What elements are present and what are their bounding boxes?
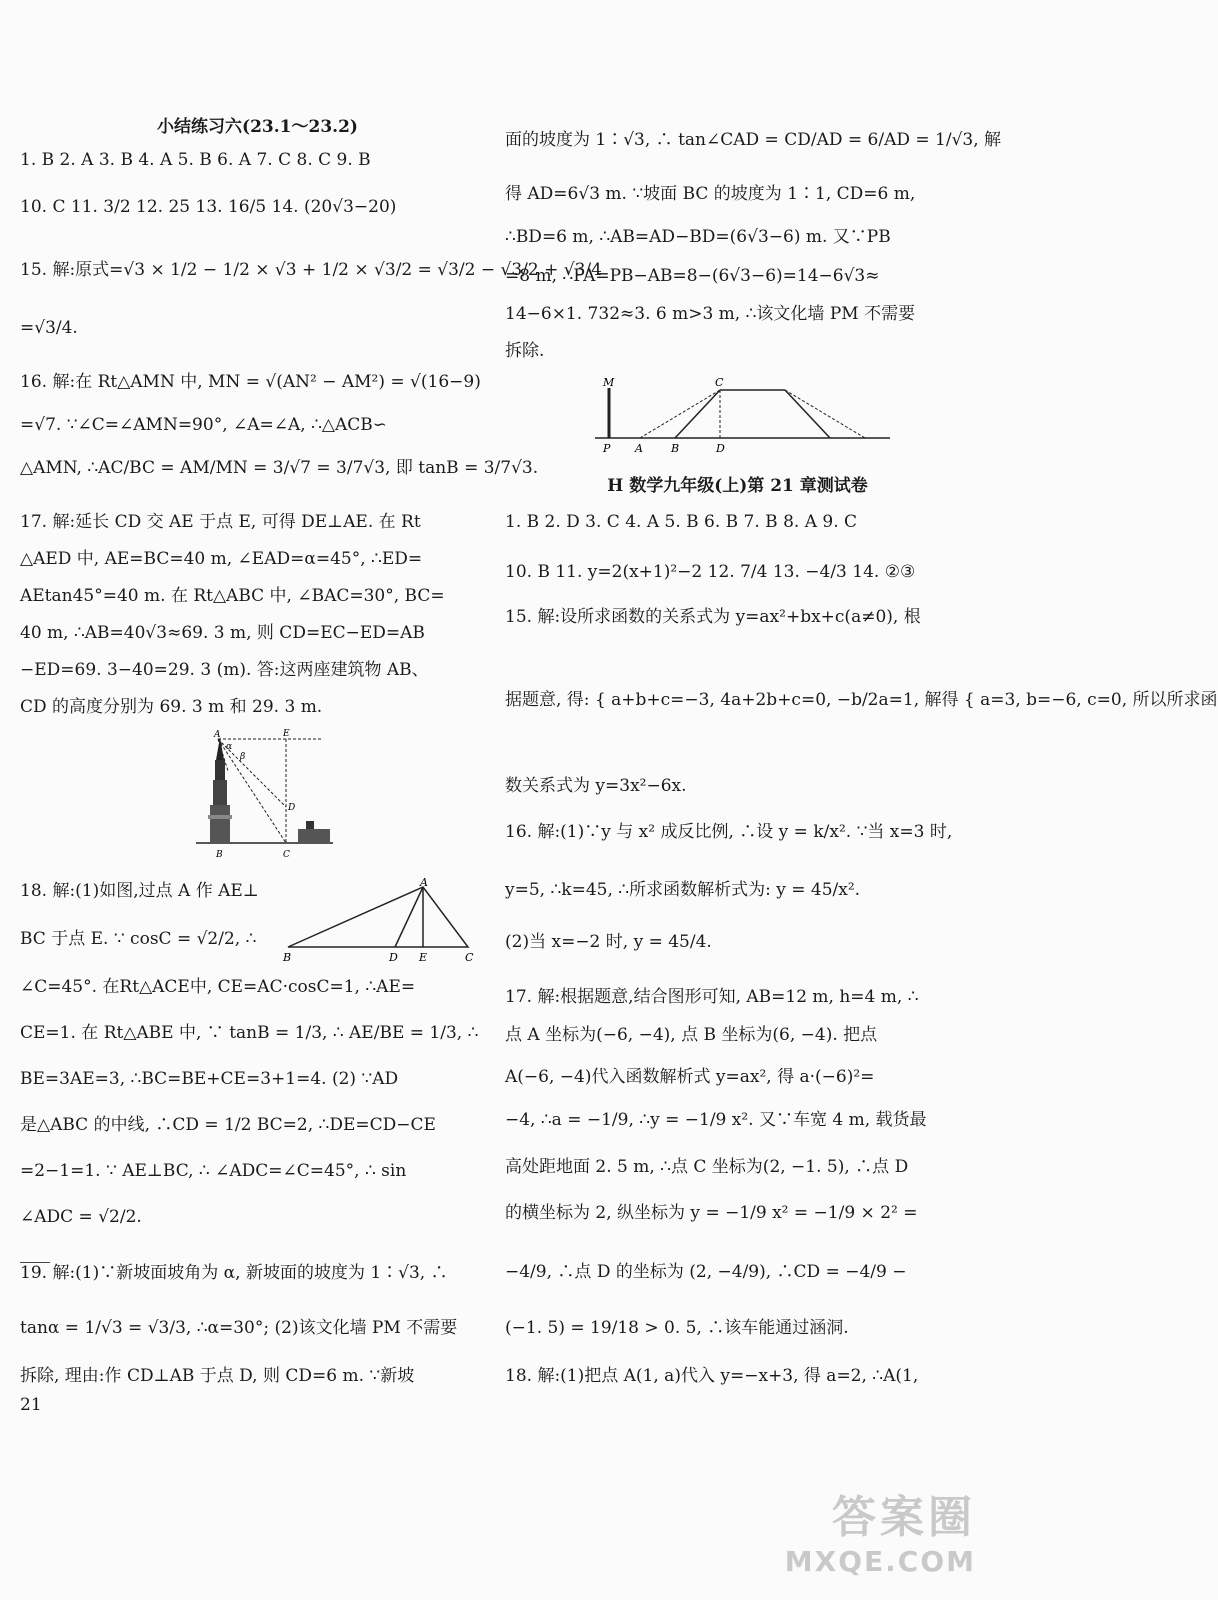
solution-line: 40 m, ∴AB=40√3≈69. 3 m, 则 CD=EC−ED=AB [20, 623, 425, 643]
solution-line: (2)当 x=−2 时, y = 45/4. [505, 932, 712, 952]
solution-line: tanα = 1/√3 = √3/3, ∴α=30°; (2)该文化墙 PM 不需要 [20, 1318, 458, 1338]
fig18-label: E [419, 951, 428, 964]
solution-line: =8 m, ∴PA=PB−AB=8−(6√3−6)=14−6√3≈ [505, 266, 880, 286]
solution-line: 18. 解:(1)把点 A(1, a)代入 y=−x+3, 得 a=2, ∴A(1, [505, 1366, 919, 1386]
solution-line: 的横坐标为 2, 纵坐标为 y = −1/9 x² = −1/9 × 2² = [505, 1203, 918, 1223]
solution-line: 16. 解:在 Rt△AMN 中, MN = √(AN² − AM²) = √(16−9) [20, 372, 481, 392]
section-title-chapter-21-test: H 数学九年级(上)第 21 章测试卷 [607, 476, 868, 496]
fig19-label: P [603, 442, 611, 455]
fig17-label: C [283, 850, 290, 860]
fig19-label: D [716, 442, 725, 455]
solution-line: 面的坡度为 1∶√3, ∴ tan∠CAD = CD/AD = 6/AD = 1/√3, 解 [505, 130, 1002, 150]
solution-line: 19. 解:(1)∵新坡面坡角为 α, 新坡面的坡度为 1∶√3, ∴ [20, 1263, 448, 1283]
fig18-label: C [465, 951, 474, 964]
fig19-label: B [671, 442, 680, 455]
solution-line: 是△ABC 的中线, ∴CD = 1/2 BC=2, ∴DE=CD−CE [20, 1115, 436, 1135]
solution-line: △AED 中, AE=BC=40 m, ∠EAD=α=45°, ∴ED= [20, 549, 423, 569]
fig17-label: B [216, 850, 223, 860]
solution-line: 据题意, 得: { a+b+c=−3, 4a+2b+c=0, −b/2a=1, 解得 { a=3, b=−6, c=0, 所以所求函 [505, 690, 1218, 710]
watermark-url: MXQE.COM [784, 1545, 976, 1578]
solution-line: 点 A 坐标为(−6, −4), 点 B 坐标为(6, −4). 把点 [505, 1025, 878, 1045]
solution-line: =√7. ∵∠C=∠AMN=90°, ∠A=∠A, ∴△ACB∽ [20, 415, 388, 435]
solution-line: BE=3AE=3, ∴BC=BE+CE=3+1=4. (2) ∵AD [20, 1069, 399, 1089]
solution-line: 17. 解:根据题意,结合图形可知, AB=12 m, h=4 m, ∴ [505, 987, 919, 1007]
solution-line: =2−1=1. ∵ AE⊥BC, ∴ ∠ADC=∠C=45°, ∴ sin [20, 1161, 407, 1181]
fig19-label: M [603, 376, 615, 389]
section-title-summary-6: 小结练习六(23.1～23.2) [157, 117, 358, 137]
solution-line: −4, ∴a = −1/9, ∴y = −1/9 x². 又∵车宽 4 m, 载货最 [505, 1110, 927, 1130]
solution-line: 拆除. [505, 341, 545, 361]
watermark-text: 答案圈 [832, 1492, 976, 1543]
fig17-label: A [214, 730, 221, 740]
solution-line: CD 的高度分别为 69. 3 m 和 29. 3 m. [20, 697, 323, 717]
solution-line: 15. 解:设所求函数的关系式为 y=ax²+bx+c(a≠0), 根 [505, 607, 921, 627]
fig17-label: β [240, 752, 246, 762]
solution-line: AEtan45°=40 m. 在 Rt△ABC 中, ∠BAC=30°, BC= [20, 586, 445, 606]
solution-line: −ED=69. 3−40=29. 3 (m). 答:这两座建筑物 AB、 [20, 660, 429, 680]
solution-line: △AMN, ∴AC/BC = AM/MN = 3/√7 = 3/7√3, 即 tanB = 3/7√3. [20, 458, 539, 478]
fig17-label: α [226, 742, 233, 752]
fig19-label: C [715, 376, 724, 389]
solution-line: y=5, ∴k=45, ∴所求函数解析式为: y = 45/x². [505, 880, 861, 900]
solution-line: ∠C=45°. 在Rt△ACE中, CE=AC·cosC=1, ∴AE= [20, 977, 416, 997]
solution-line: =√3/4. [20, 318, 78, 338]
solution-line: (−1. 5) = 19/18 > 0. 5, ∴该车能通过涵洞. [505, 1318, 849, 1338]
fig19-label: A [635, 442, 643, 455]
solution-line: 18. 解:(1)如图,过点 A 作 AE⊥ [20, 881, 259, 901]
solution-line: 16. 解:(1)∵y 与 x² 成反比例, ∴设 y = k/x². ∵当 x=3 时, [505, 822, 953, 842]
solution-line: A(−6, −4)代入函数解析式 y=ax², 得 a·(−6)²= [505, 1067, 875, 1087]
fig18-label: A [420, 876, 428, 889]
figure-triangle-abc [283, 877, 498, 967]
solution-line: 15. 解:原式=√3 × 1/2 − 1/2 × √3 + 1/2 × √3/2 = √3/2 − √3/2 + √3/4 [20, 260, 602, 280]
fig18-label: B [283, 951, 292, 964]
watermark-logo [785, 1481, 976, 1578]
solution-line: 14−6×1. 732≈3. 6 m>3 m, ∴该文化墙 PM 不需要 [505, 304, 916, 324]
solution-line: 拆除, 理由:作 CD⊥AB 于点 D, 则 CD=6 m. ∵新坡 [20, 1366, 415, 1386]
fig17-label: D [288, 803, 296, 813]
answer-line: 10. C 11. 3/2 12. 25 13. 16/5 14. (20√3−20) [20, 197, 397, 217]
solution-line: CE=1. 在 Rt△ABE 中, ∵ tanB = 1/3, ∴ AE/BE = 1/3, ∴ [20, 1023, 479, 1043]
solution-line: 数关系式为 y=3x²−6x. [505, 776, 687, 796]
solution-line: BC 于点 E. ∵ cosC = √2/2, ∴ [20, 929, 257, 949]
solution-line: −4/9, ∴点 D 的坐标为 (2, −4/9), ∴CD = −4/9 − [505, 1262, 907, 1282]
solution-line: 17. 解:延长 CD 交 AE 于点 E, 可得 DE⊥AE. 在 Rt [20, 512, 421, 532]
figure-buildings [188, 725, 338, 865]
page-number: 21 [20, 1395, 42, 1415]
figure-slope-wall [595, 372, 895, 457]
fig17-label: E [283, 729, 290, 739]
solution-line: ∴BD=6 m, ∴AB=AD−BD=(6√3−6) m. 又∵PB [505, 227, 891, 247]
fig18-label: D [389, 951, 398, 964]
solution-line: 得 AD=6√3 m. ∵坡面 BC 的坡度为 1∶1, CD=6 m, [505, 184, 916, 204]
solution-line: 高处距地面 2. 5 m, ∴点 C 坐标为(2, −1. 5), ∴点 D [505, 1157, 909, 1177]
answer-line: 1. B 2. A 3. B 4. A 5. B 6. A 7. C 8. C 9. B [20, 150, 371, 170]
solution-line: ∠ADC = √2/2. [20, 1207, 142, 1227]
answer-line: 1. B 2. D 3. C 4. A 5. B 6. B 7. B 8. A 9. C [505, 512, 858, 532]
answer-line: 10. B 11. y=2(x+1)²−2 12. 7/4 13. −4/3 14. ②③ [505, 562, 916, 582]
